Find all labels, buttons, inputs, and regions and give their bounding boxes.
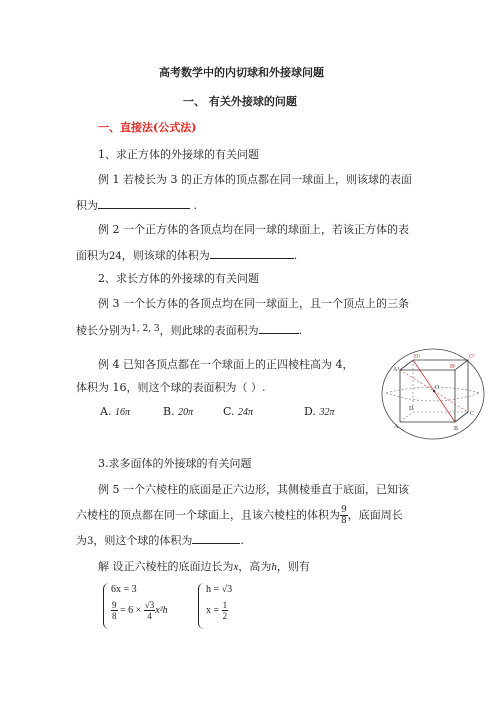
label-d: D: [409, 406, 414, 412]
label-b: B: [454, 426, 459, 432]
answer-blank[interactable]: [98, 197, 190, 209]
result-h: h = √3: [206, 584, 233, 595]
equation-2: $\frac{9}{8}$ = 6 × $\frac{√3}{4}$ x²h: [112, 600, 168, 621]
answer-blank[interactable]: [192, 532, 240, 544]
answer-blank[interactable]: [210, 247, 294, 259]
surface-area-value: 24: [109, 251, 122, 262]
example-2-line-1: 例 2 一个正方体的各顶点均在同一球的球面上，若该正方体的表: [98, 223, 409, 236]
brace-left-2: [198, 583, 205, 629]
option-b[interactable]: B. 20π: [163, 405, 194, 418]
solution-line: 解 设正六棱柱的底面边长为x，高为h，则有: [98, 560, 310, 573]
example-3-text: 棱长分别为: [76, 324, 131, 337]
example-3-text-b: ，则此球的表面积为: [159, 324, 259, 337]
example-5-line-3: 为3，则这个球的体积为 .: [76, 534, 244, 547]
example-3-line-2: [76, 322, 302, 338]
example-5-line-2: [76, 505, 403, 526]
subheading-cuboid: 2、求长方体的外接球的有关问题: [98, 272, 259, 285]
subheading-cube: 1、求正方体的外接球的有关问题: [98, 148, 259, 161]
prism-hidden-edge: [400, 412, 413, 422]
option-c[interactable]: C. 24π: [223, 405, 254, 418]
example-4-line-1: 例 4 已知各顶点都在一个球面上的正四棱柱高为 4，: [98, 358, 354, 371]
equation-1: 6x = 3: [111, 584, 137, 595]
label-a1: A¹: [393, 367, 400, 373]
prism-edge: [455, 412, 468, 422]
label-d1: D¹: [414, 354, 421, 360]
period: .: [193, 199, 197, 212]
example-1-text: 积为: [76, 199, 98, 212]
example-2-line-2: [76, 247, 297, 264]
volume-fraction: $\frac{9}{8}$: [341, 505, 347, 526]
period: .: [293, 249, 298, 262]
example-5-text: 六棱柱的顶点都在同一个球面上，且该六棱柱的体积为: [76, 508, 340, 522]
option-d[interactable]: D. 32π: [304, 405, 335, 418]
prism-top-face: [400, 360, 468, 370]
perimeter-value: 3: [87, 536, 94, 547]
example-4-line-2: 体积为 16，则这个球的表面积为（ ）.: [76, 381, 266, 394]
label-c1: C¹: [469, 354, 475, 360]
example-1-line-1: 例 1 若棱长为 3 的正方体的顶点都在同一球面上，则该球的表面: [98, 173, 412, 186]
subheading-polyhedron: 3.求多面体的外接球的有关问题: [98, 457, 252, 470]
label-o: O: [435, 385, 440, 391]
result-x: x = $\frac{1}{2}$: [206, 600, 228, 621]
example-3-line-1: 例 3 一个长方体的各顶点均在同一球面上，且一个顶点上的三条: [98, 297, 409, 310]
brace-left-1: [103, 583, 110, 629]
edge-lengths: 1, 2, 3: [131, 324, 160, 334]
label-a: A: [394, 424, 399, 430]
example-5-line-1: 例 5 一个六棱柱的底面是正六边形，其侧棱垂直于底面，已知该: [98, 483, 409, 496]
label-c: C: [470, 411, 475, 417]
option-a[interactable]: A. 16π: [100, 405, 130, 418]
label-b1: B¹: [450, 364, 456, 370]
example-2-text: 面积为: [76, 249, 109, 262]
period: .: [298, 324, 303, 337]
page-title: 高考数学中的内切球和外接球问题: [159, 66, 324, 79]
answer-blank[interactable]: [259, 322, 299, 334]
section-heading: 一、 有关外接球的问题: [183, 95, 297, 108]
example-1-line-2: [76, 197, 197, 213]
var-x: x: [233, 561, 239, 573]
sphere-prism-figure: [380, 347, 486, 441]
method-heading: 一、直接法(公式法): [98, 121, 197, 134]
var-h: h: [271, 561, 277, 573]
example-2-text-b: ，则该球的体积为: [121, 249, 210, 262]
example-5-text-b: ，底面周长: [347, 508, 403, 522]
